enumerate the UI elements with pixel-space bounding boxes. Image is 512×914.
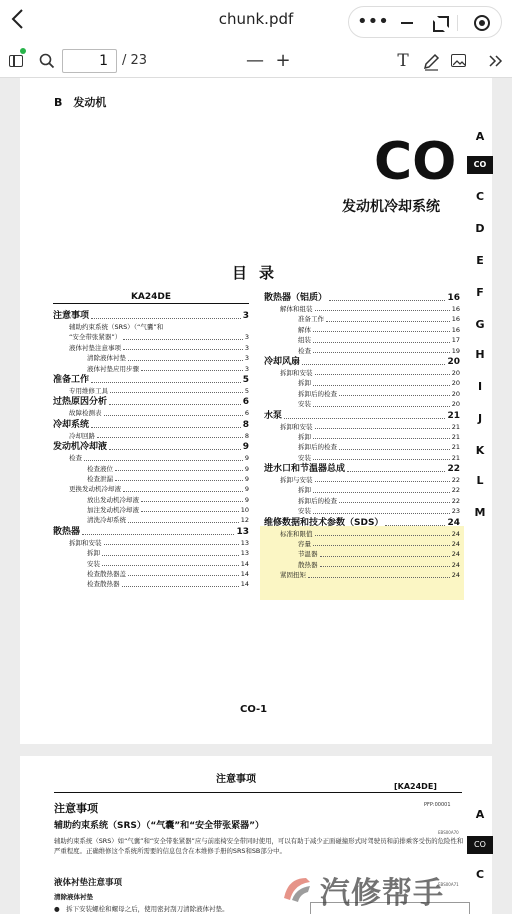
toc-leader bbox=[91, 427, 241, 428]
toc-entry-label: 组装 bbox=[298, 336, 311, 345]
toc-entry-label: 拆卸与安装 bbox=[280, 476, 313, 485]
toc-entry-page: 14 bbox=[240, 570, 249, 579]
toc-entry-page: 24 bbox=[451, 540, 460, 549]
toc-entry[interactable] bbox=[264, 539, 460, 549]
toc-entry-page: 16 bbox=[451, 304, 460, 313]
toc-entry-label: 检查散热器盖 bbox=[87, 570, 126, 579]
search-icon[interactable] bbox=[38, 48, 56, 74]
restore-icon-part bbox=[433, 20, 445, 32]
toc-leader bbox=[128, 522, 239, 523]
watermark bbox=[276, 866, 512, 914]
toc-entry[interactable] bbox=[264, 432, 460, 442]
toc-entry-page: 3 bbox=[244, 364, 249, 373]
toc-entry-page: 5 bbox=[242, 374, 249, 385]
toc-leader bbox=[315, 374, 450, 375]
toc-entry-page: 19 bbox=[451, 346, 460, 355]
toc-leader bbox=[97, 437, 243, 438]
close-record-icon[interactable] bbox=[474, 15, 490, 31]
page-total: / 23 bbox=[122, 53, 148, 68]
toc-entry[interactable] bbox=[264, 506, 460, 516]
toc-entry[interactable] bbox=[264, 422, 460, 432]
toc-leader bbox=[91, 318, 241, 319]
toc-entry-label: 准备工作 bbox=[53, 374, 90, 385]
toc-entry[interactable] bbox=[264, 475, 460, 485]
chapter-tab: A bbox=[475, 808, 485, 821]
toc-entry-label: 拆卸 bbox=[298, 432, 311, 441]
toc-entry[interactable] bbox=[264, 442, 460, 452]
toc-entry[interactable] bbox=[264, 346, 460, 356]
toc-entry[interactable] bbox=[264, 549, 460, 559]
toc-entry-page: 8 bbox=[242, 419, 249, 430]
ref-code: EBS00A70 bbox=[438, 830, 459, 835]
toc-entry[interactable] bbox=[53, 322, 249, 332]
toc-leader bbox=[91, 382, 241, 383]
toc-entry-label: 冷却风扇 bbox=[264, 356, 301, 367]
chapter-tab-c[interactable]: C bbox=[475, 190, 485, 203]
toc-entry-label: 解体 bbox=[298, 325, 311, 334]
toc-entry-page: 20 bbox=[451, 368, 460, 377]
status-dot bbox=[20, 48, 26, 54]
toc-leader bbox=[347, 471, 445, 472]
toc-entry-page: 20 bbox=[451, 389, 460, 398]
toc-entry-page: 9 bbox=[244, 474, 249, 483]
toc-entry[interactable] bbox=[264, 529, 460, 539]
toc-entry[interactable] bbox=[264, 485, 460, 495]
toc-entry[interactable] bbox=[53, 386, 249, 396]
toc-entry-page: 24 bbox=[451, 560, 460, 569]
toc-entry-label: 过热原因分析 bbox=[53, 397, 108, 408]
toc-leader bbox=[284, 418, 445, 419]
toc-entry-label: 检查 bbox=[298, 346, 311, 355]
toc-leader bbox=[110, 392, 243, 393]
toc-entry-page: 21 bbox=[451, 432, 460, 441]
toc-leader bbox=[313, 513, 450, 514]
toc-leader bbox=[82, 534, 234, 535]
toc-entry-page: 10 bbox=[240, 506, 249, 515]
page-footer: CO-1 bbox=[240, 704, 268, 715]
chapter-tab-f[interactable]: F bbox=[476, 286, 484, 299]
chapter-tab: C bbox=[475, 868, 485, 881]
heading-liquid-gasket: 液体衬垫注意事项 bbox=[54, 878, 123, 888]
toc-leader bbox=[313, 352, 450, 353]
toc-entry-page: 21 bbox=[451, 422, 460, 431]
toc-entry[interactable] bbox=[53, 431, 249, 441]
toc-entry[interactable] bbox=[53, 374, 249, 386]
toc-entry-page: 16 bbox=[451, 315, 460, 324]
toc-entry-page: 24 bbox=[451, 550, 460, 559]
ref-code: EBS00A71 bbox=[438, 882, 459, 887]
toc-leader bbox=[329, 300, 445, 301]
toc-leader bbox=[326, 321, 450, 322]
toc-leader bbox=[320, 556, 450, 557]
toc-leader bbox=[315, 535, 450, 536]
toc-entry-label: 容量 bbox=[298, 540, 311, 549]
toc-entry-label: 水泵 bbox=[264, 410, 283, 421]
toc-leader bbox=[313, 406, 450, 407]
toc-entry[interactable] bbox=[53, 364, 249, 374]
watermark-text: 汽修帮手 bbox=[320, 876, 444, 911]
toc-entry[interactable] bbox=[264, 325, 460, 335]
toc-entry[interactable] bbox=[53, 474, 249, 484]
toc-entry-label: “安全带张紧器”） bbox=[69, 333, 122, 342]
toc-entry-label: 检查散热器 bbox=[87, 580, 120, 589]
toc-entry-label: 放出发动机冷却液 bbox=[87, 495, 139, 504]
toc-entry-label: 散热器 bbox=[53, 526, 81, 537]
toc-entry-label: 检查 bbox=[69, 454, 82, 463]
toc-leader bbox=[128, 575, 239, 576]
toc-entry[interactable] bbox=[264, 453, 460, 463]
part-code: PFP:00001 bbox=[424, 802, 451, 808]
toc-entry[interactable] bbox=[264, 378, 460, 388]
toc-entry-page: 9 bbox=[244, 495, 249, 504]
toc-entry[interactable] bbox=[53, 441, 249, 453]
toc-entry-label: 检查液位 bbox=[87, 464, 113, 473]
toc-entry-page: 13 bbox=[240, 538, 249, 547]
toc-leader bbox=[313, 331, 450, 332]
chapter-tab-g[interactable]: G bbox=[475, 318, 485, 331]
toc-entry-label: 拆卸后的检查 bbox=[298, 496, 337, 505]
toc-entry-page: 20 bbox=[447, 356, 460, 367]
toc-entry[interactable] bbox=[53, 464, 249, 474]
toc-leader bbox=[313, 342, 450, 343]
toc-leader bbox=[315, 310, 450, 311]
toc-leader bbox=[339, 449, 450, 450]
toc-leader bbox=[122, 586, 239, 587]
toc-leader bbox=[115, 480, 243, 481]
toc-entry-label: 拆卸和安装 bbox=[280, 368, 313, 377]
toc-entry-page: 9 bbox=[244, 454, 249, 463]
section-header: B 发动机 bbox=[54, 96, 107, 109]
chapter-tab-active: CO bbox=[467, 836, 493, 854]
toc-entry-label: 拆卸后的检查 bbox=[298, 389, 337, 398]
toc-entry-page: 6 bbox=[242, 397, 249, 408]
toc-entry-label: 更换发动机冷却液 bbox=[69, 485, 121, 494]
toc-entry[interactable] bbox=[53, 453, 249, 463]
toc-entry-label: 准备工作 bbox=[298, 315, 324, 324]
page-number-input[interactable]: 1 bbox=[62, 49, 117, 73]
toc-entry-label: 拆卸 bbox=[87, 549, 100, 558]
chapter-tab-m[interactable]: M bbox=[474, 506, 486, 519]
toc-leader bbox=[302, 364, 445, 365]
toc-title: 目录 bbox=[232, 264, 287, 282]
toc-leader bbox=[109, 404, 241, 405]
toc-leader bbox=[315, 428, 450, 429]
toc-leader bbox=[115, 470, 243, 471]
toc-entry-label: 液体衬垫应用步骤 bbox=[87, 364, 139, 373]
toc-entry-page: 21 bbox=[447, 410, 460, 421]
body-text: 辅助约束系统（SRS）如“气囊”和“安全带张紧器”应与前座椅安全带同时使用，可以有助于减少正面碰撞形式时驾驶员和前排乘客受伤的危险性和严重程度。正确维修这个系统所需要的信息包含在本维修手册的SRS和SB部分中。 bbox=[54, 837, 464, 855]
toc-entry-page: 8 bbox=[244, 431, 249, 440]
toc-entry-page: 21 bbox=[451, 453, 460, 462]
chapter-tab-d[interactable]: D bbox=[475, 222, 485, 235]
toc-entry-label: 检查泄漏 bbox=[87, 474, 113, 483]
window-controls bbox=[348, 6, 502, 38]
toc-entry-label: 拆卸后的检查 bbox=[298, 443, 337, 452]
toc-leader bbox=[313, 492, 450, 493]
toc-entry[interactable] bbox=[264, 517, 460, 529]
toc-entry-page: 9 bbox=[244, 464, 249, 473]
heading-precautions: 注意事项 bbox=[54, 802, 98, 815]
toc-leader bbox=[123, 491, 243, 492]
page-title: 注意事项 bbox=[216, 774, 256, 785]
toc-entry-page: 12 bbox=[240, 516, 249, 525]
chapter-code: CO bbox=[374, 132, 457, 192]
toc-entry[interactable] bbox=[264, 356, 460, 368]
toc-entry-label: 拆卸 bbox=[298, 486, 311, 495]
toc-entry[interactable] bbox=[264, 399, 460, 409]
toc-entry[interactable] bbox=[53, 343, 249, 353]
toc-entry-page: 24 bbox=[451, 529, 460, 538]
toc-entry-page: 20 bbox=[451, 400, 460, 409]
more-menu-button[interactable]: ••• bbox=[357, 11, 389, 32]
toc-entry-page: 16 bbox=[451, 325, 460, 334]
toc-entry-page: 3 bbox=[244, 354, 249, 363]
toc-leader bbox=[308, 577, 450, 578]
toc-entry-label: 散热器 bbox=[298, 560, 318, 569]
document-title: chunk.pdf bbox=[218, 10, 294, 28]
toc-entry-label: 解体和组装 bbox=[280, 304, 313, 313]
toc-leader bbox=[313, 545, 450, 546]
toc-entry[interactable] bbox=[53, 526, 249, 538]
chapter-tab-k[interactable]: K bbox=[475, 444, 485, 457]
toc-leader bbox=[102, 555, 239, 556]
chapter-tab-co[interactable]: CO bbox=[467, 156, 493, 174]
subheading-remove-gasket: 清除液体衬垫 bbox=[54, 893, 93, 901]
heading-srs: 辅助约束系统（SRS）（“气囊”和“安全带张紧器”） bbox=[54, 821, 265, 831]
toc-entry-page: 24 bbox=[451, 571, 460, 580]
toc-entry-page: 5 bbox=[244, 386, 249, 395]
toc-entry[interactable] bbox=[53, 538, 249, 548]
toc-right-column bbox=[264, 292, 460, 581]
toc-leader bbox=[339, 395, 450, 396]
toc-entry-label: 冷却系统 bbox=[53, 419, 90, 430]
toc-entry-page: 14 bbox=[240, 559, 249, 568]
toc-leader bbox=[104, 544, 239, 545]
toc-entry-label: 清洗冷却系统 bbox=[87, 516, 126, 525]
toc-entry-page: 13 bbox=[240, 549, 249, 558]
toc-entry[interactable] bbox=[264, 410, 460, 422]
toc-entry-page: 9 bbox=[242, 442, 249, 453]
pdf-toolbar bbox=[0, 44, 512, 78]
toc-entry-label: 冷却回路 bbox=[69, 431, 95, 440]
toc-entry[interactable] bbox=[264, 335, 460, 345]
toc-entry-page: 22 bbox=[451, 496, 460, 505]
toc-entry-label: 拆卸和安装 bbox=[69, 538, 102, 547]
toc-entry[interactable] bbox=[264, 314, 460, 324]
toc-entry[interactable] bbox=[53, 569, 249, 579]
toc-entry-page: 24 bbox=[447, 517, 460, 528]
toc-entry[interactable] bbox=[264, 304, 460, 314]
toc-leader bbox=[141, 501, 243, 502]
toc-leader bbox=[313, 385, 450, 386]
engine-model-header: KA24DE bbox=[53, 292, 249, 304]
toc-entry-label: 散热器（铝质） bbox=[264, 293, 328, 303]
toc-entry-label: 专用维修工具 bbox=[69, 386, 108, 395]
toc-leader bbox=[109, 449, 241, 450]
toc-entry[interactable] bbox=[264, 560, 460, 570]
toc-leader bbox=[320, 566, 450, 567]
toc-entry-label: 加注发动机冷却液 bbox=[87, 506, 139, 515]
toc-entry-label: 拆卸和安装 bbox=[280, 422, 313, 431]
toc-entry-page: 17 bbox=[451, 336, 460, 345]
toc-leader bbox=[315, 481, 450, 482]
toc-entry-page: 3 bbox=[244, 343, 249, 352]
chevron-double-right-icon[interactable] bbox=[486, 48, 504, 74]
toc-leader bbox=[104, 415, 243, 416]
toc-entry-label: 安装 bbox=[298, 400, 311, 409]
toc-entry-label: 节温器 bbox=[298, 550, 318, 559]
toc-entry[interactable] bbox=[53, 419, 249, 431]
chapter-tab-a[interactable]: A bbox=[475, 130, 485, 143]
toc-entry[interactable] bbox=[53, 579, 249, 589]
toc-leader bbox=[123, 349, 243, 350]
toc-entry[interactable] bbox=[53, 505, 249, 515]
text-tool-icon[interactable]: T bbox=[397, 51, 409, 71]
toc-entry-label: 标准和限值 bbox=[280, 529, 313, 538]
zoom-in-button[interactable]: + bbox=[275, 50, 291, 71]
toc-entry[interactable] bbox=[53, 353, 249, 363]
toc-entry-label: 注意事项 bbox=[53, 311, 90, 321]
toc-leader bbox=[128, 360, 243, 361]
toc-entry[interactable] bbox=[264, 570, 460, 580]
toc-left-column bbox=[53, 292, 249, 590]
app-header bbox=[0, 0, 512, 44]
toc-entry-page: 9 bbox=[244, 485, 249, 494]
toc-entry-label: 拆卸 bbox=[298, 379, 311, 388]
toc-leader bbox=[313, 459, 450, 460]
toc-entry-label: 故障检测表 bbox=[69, 409, 102, 418]
bullet-item: ● 拆下安装螺栓和螺母之后，使用密封刮刀清除液体衬垫。 bbox=[54, 905, 229, 913]
toc-entry[interactable] bbox=[53, 495, 249, 505]
chapter-title: 发动机冷却系统 bbox=[342, 199, 440, 215]
toc-entry[interactable] bbox=[53, 310, 249, 322]
toc-entry-label: 辅助约束系统（SRS）（“气囊”和 bbox=[69, 322, 164, 331]
chapter-tab-h[interactable]: H bbox=[475, 348, 485, 361]
toc-entry-page: 14 bbox=[240, 580, 249, 589]
toc-entry-page: 20 bbox=[451, 379, 460, 388]
toc-entry[interactable] bbox=[53, 408, 249, 418]
toc-entry-page: 13 bbox=[236, 526, 249, 537]
toc-entry-page: 21 bbox=[451, 443, 460, 452]
chapter-tab-e[interactable]: E bbox=[476, 254, 484, 267]
toc-leader bbox=[123, 339, 243, 340]
toc-entry[interactable] bbox=[264, 292, 460, 304]
minimize-icon[interactable] bbox=[401, 22, 413, 24]
toc-leader bbox=[339, 502, 450, 503]
divider bbox=[457, 15, 458, 31]
toc-entry-label: 紧固扭矩 bbox=[280, 571, 306, 580]
toc-entry-label: 安装 bbox=[87, 559, 100, 568]
pen-icon[interactable] bbox=[422, 48, 440, 74]
toc-entry[interactable] bbox=[53, 332, 249, 342]
engine-model-tag: [KA24DE] bbox=[394, 782, 437, 791]
image-icon[interactable] bbox=[450, 48, 468, 74]
toc-entry-label: 安装 bbox=[298, 453, 311, 462]
toc-entry-label: 进水口和节温器总成 bbox=[264, 464, 346, 475]
chapter-tab-i[interactable]: I bbox=[477, 380, 483, 393]
toc-entry-page: 22 bbox=[451, 476, 460, 485]
toc-entry-label: 液体衬垫注意事项 bbox=[69, 343, 121, 352]
toc-entry[interactable] bbox=[53, 396, 249, 408]
toc-entry-label: 发动机冷却液 bbox=[53, 442, 108, 453]
toc-entry-label: 清除液体衬垫 bbox=[87, 354, 126, 363]
toc-leader bbox=[102, 565, 239, 566]
toc-entry[interactable] bbox=[53, 548, 249, 558]
toc-leader bbox=[385, 525, 445, 526]
zoom-out-button[interactable]: — bbox=[246, 50, 264, 71]
toc-entry[interactable] bbox=[264, 496, 460, 506]
toc-entry-label: 维修数据和技术参数（SDS） bbox=[264, 517, 384, 528]
toc-leader bbox=[84, 460, 243, 461]
toc-entry-label: 安装 bbox=[298, 507, 311, 516]
pdf-page-1 bbox=[20, 78, 492, 744]
chapter-tab-j[interactable]: J bbox=[477, 412, 483, 425]
toc-entry[interactable] bbox=[264, 463, 460, 475]
toc-leader bbox=[141, 370, 243, 371]
watermark-logo-icon bbox=[280, 872, 314, 906]
toc-entry[interactable] bbox=[53, 484, 249, 494]
toc-entry-page: 16 bbox=[447, 293, 460, 303]
toc-entry-page: 23 bbox=[451, 507, 460, 516]
toc-leader bbox=[141, 511, 239, 512]
toc-entry[interactable] bbox=[264, 368, 460, 378]
toc-leader bbox=[313, 438, 450, 439]
toc-entry[interactable] bbox=[264, 389, 460, 399]
toc-entry[interactable] bbox=[53, 515, 249, 525]
toc-entry[interactable] bbox=[53, 559, 249, 569]
toc-entry-page: 22 bbox=[451, 486, 460, 495]
divider bbox=[54, 792, 462, 793]
chapter-tab-l[interactable]: L bbox=[476, 474, 484, 487]
toc-entry-page: 3 bbox=[244, 333, 249, 342]
toc-entry-page: 6 bbox=[244, 409, 249, 418]
toc-entry-page: 3 bbox=[242, 311, 249, 321]
toc-entry-page: 22 bbox=[447, 464, 460, 475]
